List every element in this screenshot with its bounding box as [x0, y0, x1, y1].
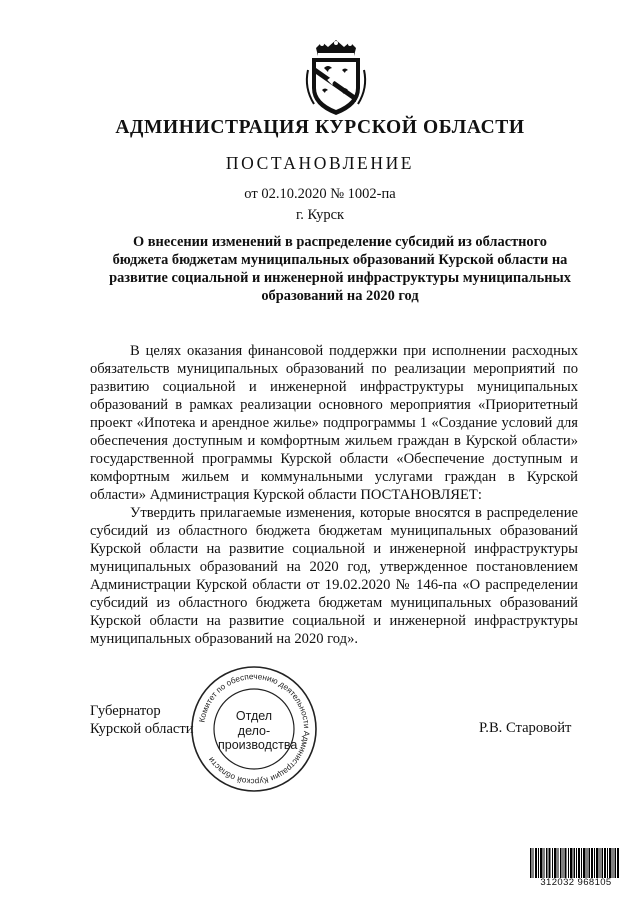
- signatory-position-line-2: Курской области: [90, 721, 194, 737]
- signatory-position: [90, 702, 194, 738]
- title-line: образований на 2020 год: [261, 288, 419, 304]
- stamp-center-text: [218, 709, 298, 753]
- organization-name: АДМИНИСТРАЦИЯ КУРСКОЙ ОБЛАСТИ: [115, 117, 525, 138]
- barcode-number: 312032 968105: [540, 877, 612, 888]
- title-line: развитие социальной и инженерной инфраструктуры муниципальных: [109, 270, 571, 286]
- signatory-position-line-1: Губернатор: [90, 703, 161, 719]
- document-date-number: от 02.10.2020 № 1002-па: [244, 186, 396, 202]
- document-city: г. Курск: [295, 207, 345, 223]
- coat-of-arms-icon: [302, 40, 370, 116]
- barcode-icon: [530, 848, 620, 878]
- signatory-name: Р.В. Старовойт: [479, 720, 572, 736]
- body-paragraph-2: Утвердить прилагаемые изменения, которые вносятся в распределение субсидий из областного бюджета бюджетам муниципальных образований Курской области на развитие социальной и инженерной инфраструктуры муниципальных образований на 2020 год, утвержденное постановлением Администрации Курской области от 19.02.2020 № 146-па «О распределении субсидий из областного бюджета бюджетам муниципальных образований Курской области на развитие социальной и инженерной инфраструктуры муниципальных образований на 2020 год».: [90, 505, 578, 647]
- stamp-line-2: дело-: [237, 723, 271, 738]
- title-line: бюджета бюджетам муниципальных образований Курской области на: [112, 252, 568, 268]
- stamp-line-3: производства: [218, 738, 298, 752]
- title-line: О внесении изменений в распределение субсидий из областного: [132, 234, 548, 250]
- document-body: [90, 342, 578, 648]
- stamp-line-1: Отдел: [235, 709, 273, 723]
- body-paragraph-1: В целях оказания финансовой поддержки при исполнении расходных обязательств муниципальных образований по реализации мероприятий по развитию социальной и инженерной инфраструктуры муниципальных образований в рамках реализации основного мероприятия «Приоритетный проект «Ипотека и арендное жилье» подпрограммы 1 «Создание условий для обеспечения доступным и комфортным жильем граждан в Курской области» государственной программы Курской области «Обеспечение доступным и комфортным жильем и коммунальными услугами граждан в Курской области» Администрация Курской области ПОСТАНОВЛЯЕТ:: [90, 343, 578, 503]
- document-type: ПОСТАНОВЛЕНИЕ: [225, 153, 415, 173]
- document-title: [90, 233, 590, 305]
- stamp-ring-text: Комитет по обеспечению деятельности Администрации Курской области: [197, 671, 312, 787]
